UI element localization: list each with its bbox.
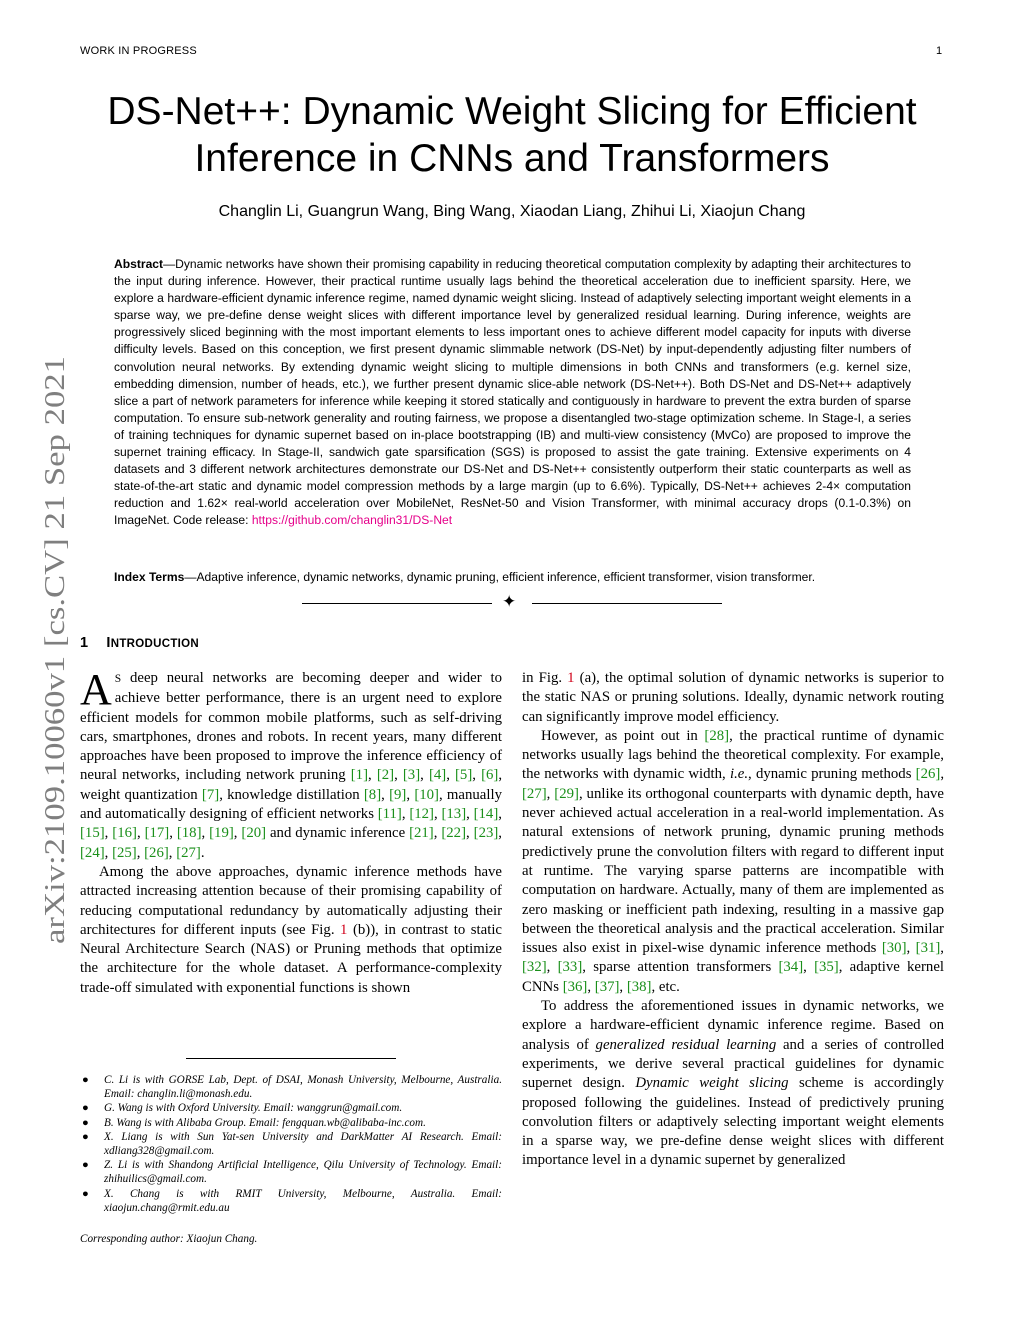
footnote-rule (186, 1058, 396, 1059)
section-heading (80, 635, 199, 651)
paragraph-text: and dynamic inference (266, 825, 410, 842)
abstract-label: Abstract (114, 257, 164, 271)
figure-ref-link[interactable]: 1 (567, 670, 575, 686)
citation-link[interactable]: [25] (112, 844, 137, 861)
footnote-item (80, 1116, 502, 1130)
paragraph-text: , the practical runtime of dynamic networks usually lags behind the theoretical complexity. For example, the networks with dynamic width, (522, 727, 944, 783)
abstract-text: —Dynamic networks have shown their promising capability in reducing theoretical computation complexity by adapting their architectures to the input during inference. However, their practical runtime usually lags behind the theoretical acceleration due to inefficient sparsity. Here, we explore a hardware-efficient dynamic inference regime, named dynamic weight slicing. Instead of adaptively selecting important weight elements in a sparse way, we pre-define dense weight slices with different importance level by generalized residual learning. During inference, weights are progressively sliced beginning with the most important elements to less important ones to achieve different model capacity for inputs with diverse difficulty levels. Based on this conception, we first present dynamic slimmable network (DS-Net) by input-dependently adjusting filter numbers of convolution neural networks. By extending dynamic weight slicing to multiple dimensions in both CNNs and transformers (e.g. kernel size, embedding dimension, number of heads, etc.), we further present dynamic slice-able network (DS-Net++). Both DS-Net and DS-Net++ adaptively slice a part of network parameters for inference while keeping it stored statically and contiguously in hardware to prevent the extra burden of sparse computation. To ensure sub-network generality and routing fairness, we propose a disentangled two-stage optimization scheme. In Stage-I, a series of training techniques for dynamic supernet based on in-place bootstrapping (IB) and multi-view consistency (MvCo) are proposed to improve the supernet training efficacy. In Stage-II, sandwich gate sparsification (SGS) is proposed to assist the gate training. Extensive experiments on 4 datasets and 3 different network architectures demonstrate our DS-Net and DS-Net++ consistently outperform their static counterparts as well as state-of-the-art static and dynamic model compression methods by a large margin (up to 6.6%). Typically, DS-Net++ achieves 2-4× computation reduction and 1.62× real-world acceleration over MobileNet, ResNet-50 and Vision Transformer, with minimal accuracy drops (0.1-0.3%) on ImageNet. Code release: (114, 257, 911, 528)
citation-link[interactable]: [15] (80, 825, 105, 842)
citation-link[interactable]: [30] (881, 940, 907, 957)
paper-title (60, 88, 964, 182)
paragraph-text: To address the aforementioned issues in dynamic networks, we explore a hardware-efficient dynamic inference regime. Based on analysis of (522, 998, 944, 1053)
footnote-item (80, 1130, 502, 1158)
index-terms-label: Index Terms (114, 570, 185, 584)
drop-cap: A (80, 665, 112, 714)
page-number: 1 (936, 45, 943, 57)
paragraph-text: Among the above approaches, dynamic inference methods have attracted increasing attention because of their promising capability of reducing computational redundancy by automatically adjusting their architectures for different inputs (see Fig. (80, 863, 502, 938)
index-terms (114, 570, 911, 584)
arxiv-sidebar-stamp (14, 354, 78, 944)
bullet-icon: ● (82, 1102, 89, 1115)
citation-link[interactable]: [13] (441, 806, 467, 823)
citation-link[interactable]: [27] (522, 785, 547, 802)
title-line-2: Inference in CNNs and Transformers (194, 137, 830, 180)
citation-link[interactable]: [24] (80, 844, 105, 861)
citation-link[interactable]: [27] (176, 844, 201, 861)
figure-ref-link[interactable]: 1 (340, 921, 348, 938)
title-line-1: DS-Net++: Dynamic Weight Slicing for Efficient (107, 90, 917, 133)
paragraph-text: , etc. (651, 978, 680, 995)
citation-link[interactable]: [8] (363, 786, 382, 803)
italic-text: Dynamic weight slicing (635, 1075, 789, 1092)
citation-link[interactable]: [16] (112, 825, 137, 842)
citation-link[interactable]: [3] (402, 767, 421, 784)
citation-link[interactable]: [4] (428, 767, 447, 784)
citation-link[interactable]: [5] (455, 767, 473, 784)
italic-text: generalized residual learning (595, 1036, 777, 1053)
paragraph: A S deep neural networks are becoming deeper and wider to achieve better performance, there is an urgent need to explore efficient models for common mobile platforms, such as self-driving cars, smartphones, drones and robots. In recent years, many different approaches have been proposed to improve the inference efficiency of neural networks, including network pruning [1], [2], [3], [4], [5], [6], weight quantization [7], knowledge distillation [8], [9], [10], manually and automatically designing of efficient networks [11], [12], [13], [14], [15], [16], [17], [18], [19], [20] and dynamic inference [21], [22], [23], [24], [25], [26], [27]. (80, 665, 503, 861)
paragraph-text: deep neural networks are becoming deeper and wider to achieve better performance, there is an urgent need to explore efficient models for common mobile platforms, such as self-driving cars, smartphones, drones and robots. In recent years, many different approaches have been proposed to improve the inference efficiency of neural networks, including network pruning (80, 670, 502, 784)
citation-link[interactable]: [14] (473, 806, 499, 823)
paragraph (80, 863, 502, 998)
paragraph-text: However, as point out in (541, 727, 705, 744)
citation-link[interactable]: [36] (562, 978, 588, 995)
citation-link[interactable]: [2] (376, 767, 395, 784)
citation-link[interactable]: [22] (441, 825, 467, 842)
footnote-item (80, 1073, 502, 1101)
section-number: 1 (80, 635, 89, 651)
citation-link[interactable]: [31] (915, 940, 941, 957)
section-title-initial: I (106, 635, 111, 651)
citation-link[interactable]: [33] (557, 959, 583, 976)
section-title-rest: NTRODUCTION (110, 638, 199, 650)
citation-link[interactable]: [28] (704, 727, 730, 744)
citation-link[interactable]: [32] (522, 959, 547, 976)
citation-link[interactable]: [1] (350, 767, 369, 784)
bullet-icon: ● (82, 1116, 89, 1129)
paragraph-text: , sparse attention transformers (582, 959, 779, 976)
paragraph-text: . (200, 844, 205, 861)
separator-line-left (302, 603, 492, 604)
separator-diamond-icon: ✦ (502, 592, 517, 611)
citation-link[interactable]: [17] (144, 825, 170, 842)
paragraph-text: (a), the optimal solution of dynamic networks is superior to the static NAS or pruning solutions. Ideally, dynamic network routing can significantly improve model efficiency. (522, 670, 944, 725)
running-header: WORK IN PROGRESS (80, 45, 197, 57)
paragraph-text: scheme is accordingly proposed following the guidelines. Instead of predictively pruning convolution filters or adaptively selecting important weight elements in a sparse way, we pre-define dense weight slices with different importance level in a dynamic supernet by generalized (522, 1075, 944, 1169)
paragraph: However, as point out in [28], the practical runtime of dynamic networks usually lags behind the theoretical complexity. For example, the networks with dynamic width, i.e., dynamic pruning methods [26], [27], [29], unlike its orthogonal counterparts with dynamic depth, have never achieved actual acceleration in a real-world implementation. As natural extensions of network pruning, dynamic pruning methods predictively prune the convolution filters with regard to different input at runtime. The varying sparse patterns are incompatible with computation on hardware. Actually, many of them are implemented as zero masking or inefficient path indexing, resulting in a massive gap between the theoretical analysis and the practical acceleration. Similar issues also exist in pixel-wise dynamic inference methods [30], [31], [32], [33], sparse attention transformers [34], [35], adaptive kernel CNNs [36], [37], [38], etc. (522, 727, 945, 995)
citation-link[interactable]: [7] (201, 786, 220, 803)
bullet-icon: ● (82, 1130, 89, 1143)
footnote-text: G. Wang is with Oxford University. Email: wanggrun@gmail.com. (104, 1102, 403, 1115)
citation-link[interactable]: [37] (594, 978, 620, 995)
paragraph-text: , adaptive kernel CNNs (522, 959, 945, 995)
paragraph-text: in Fig. (522, 670, 568, 686)
paragraph-text: , knowledge distillation (219, 786, 364, 803)
citation-link[interactable]: [21] (409, 825, 434, 842)
right-column (522, 669, 944, 1171)
citation-link[interactable]: [26] (144, 844, 169, 861)
paragraph-text: , manually and automatically designing of efficient networks (80, 786, 502, 823)
citation-link[interactable]: [34] (778, 959, 804, 976)
paragraph (522, 669, 944, 727)
footnote-text: X. Liang is with Sun Yat-sen University and DarkMatter AI Research. Email: xdliang328@gmail.com. (104, 1130, 502, 1158)
citation-link[interactable]: [12] (409, 806, 434, 823)
italic-text: i.e. (729, 766, 749, 783)
bullet-icon: ● (82, 1074, 89, 1086)
bullet-icon: ● (82, 1187, 89, 1200)
small-caps-letter: S (114, 673, 122, 685)
citation-link[interactable]: [10] (414, 786, 439, 803)
citation-link[interactable]: [9] (389, 786, 407, 803)
arxiv-identifier: arXiv:2109.10060v1 [cs.CV] 21 Sep 2021 (39, 452, 71, 944)
arxiv-stamp-svg (14, 354, 78, 944)
citation-link[interactable]: [29] (554, 785, 579, 802)
affiliation-footnotes (80, 1073, 502, 1215)
citation-link[interactable]: [19] (209, 825, 234, 842)
paragraph (522, 997, 944, 1171)
footnote-text: X. Chang is with RMIT University, Melbourne, Australia. Email: xiaojun.chang@rmit.edu.au (104, 1187, 502, 1214)
paragraph-text: , weight quantization (80, 767, 503, 803)
abstract (114, 256, 911, 530)
footnote-item (80, 1187, 502, 1215)
footnote-item (80, 1101, 502, 1115)
citation-link[interactable]: [6] (481, 767, 499, 784)
paragraph-text: and a series of controlled experiments, we derive several practical guidelines for dynamic supernet design. (522, 1036, 944, 1092)
citation-link[interactable]: [23] (473, 825, 499, 842)
left-column (80, 665, 503, 998)
citation-link[interactable]: [38] (626, 978, 652, 995)
footnote-item (80, 1158, 502, 1186)
index-terms-text: —Adaptive inference, dynamic networks, dynamic pruning, efficient inference, efficient transformer, vision transformer. (184, 570, 816, 584)
bullet-icon: ● (82, 1159, 89, 1172)
code-release-link[interactable]: https://github.com/changlin31/DS-Net (251, 513, 453, 528)
citation-link[interactable]: [26] (915, 766, 941, 783)
citation-link[interactable]: [35] (814, 959, 839, 976)
footnote-text: B. Wang is with Alibaba Group. Email: fengquan.wb@alibaba-inc.com. (104, 1116, 426, 1129)
footnote-text: C. Li is with GORSE Lab, Dept. of DSAI, Monash University, Melbourne, Australia. Email: changlin.li@monash.edu. (104, 1074, 502, 1101)
corresponding-author: Corresponding author: Xiaojun Chang. (80, 1233, 258, 1245)
citation-link[interactable]: [20] (241, 825, 267, 842)
paragraph-text: , dynamic pruning methods (748, 766, 916, 783)
citation-link[interactable]: [11] (377, 806, 402, 823)
citation-link[interactable]: [18] (176, 825, 202, 842)
paragraph-text: (b)), in contrast to static Neural Architecture Search (NAS) or Pruning methods that optimize the architecture for the whole dataset. A performance-complexity trade-off simulated with exponential functions is shown (80, 921, 502, 996)
paragraph-text: , unlike its orthogonal counterparts with dynamic depth, have never achieved actual acceleration in a real-world implementation. As natural extensions of network pruning, dynamic pruning methods predictively prune the convolution filters with regard to different input at runtime. The varying sparse patterns are incompatible with computation on hardware. Actually, many of them are implemented as zero masking or inefficient path indexing, resulting in a massive gap between the theoretical analysis and the practical acceleration. Similar issues also exist in pixel-wise dynamic inference methods (522, 785, 944, 957)
separator-line-right (532, 603, 722, 604)
footnote-text: Z. Li is with Shandong Artificial Intelligence, Qilu University of Technology. Email: zhihuilics@gmail.com. (104, 1159, 502, 1186)
author-list: Changlin Li, Guangrun Wang, Bing Wang, Xiaodan Liang, Zhihui Li, Xiaojun Chang (218, 203, 806, 220)
